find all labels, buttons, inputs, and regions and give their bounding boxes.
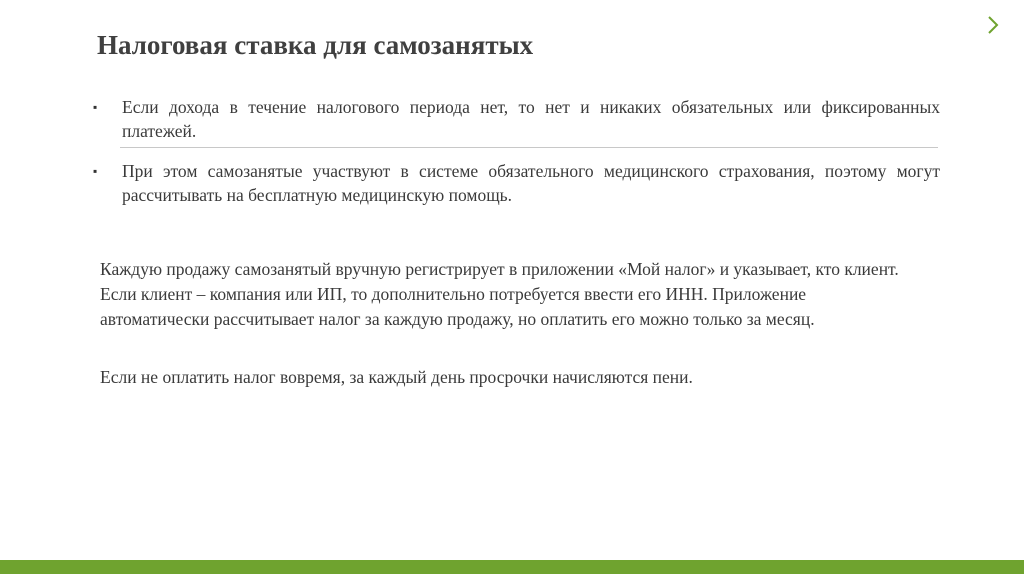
divider (120, 147, 938, 148)
bullet-marker-icon: ▪ (93, 100, 98, 114)
bullet-marker-icon: ▪ (93, 164, 98, 178)
bullet-text: При этом самозанятые участвуют в системе обязательного медицинского страхования, поэтому могут рассчитывать на бесплатную медицинскую помощь. (122, 161, 940, 205)
body-paragraph: Если не оплатить налог вовремя, за каждый день просрочки начисляются пени. (100, 367, 693, 387)
bullet-text: Если дохода в течение налогового периода нет, то нет и никаких обязательных или фиксированных платежей. (122, 97, 940, 141)
body-paragraph: Каждую продажу самозанятый вручную регистрирует в приложении «Мой налог» и указывает, кто клиент. Если клиент – компания или ИП, то дополнительно потребуется ввести его ИНН. Приложение автоматически рассчитывает налог за каждую продажу, но оплатить его можно только за месяц. (100, 259, 899, 329)
bullet-item (90, 159, 940, 207)
chevron-right-icon (982, 14, 1004, 36)
bullet-item (90, 95, 940, 149)
footer-accent-bar (0, 560, 1024, 574)
bullet-list (90, 95, 940, 207)
slide-title: Налоговая ставка для самозанятых (97, 30, 534, 60)
